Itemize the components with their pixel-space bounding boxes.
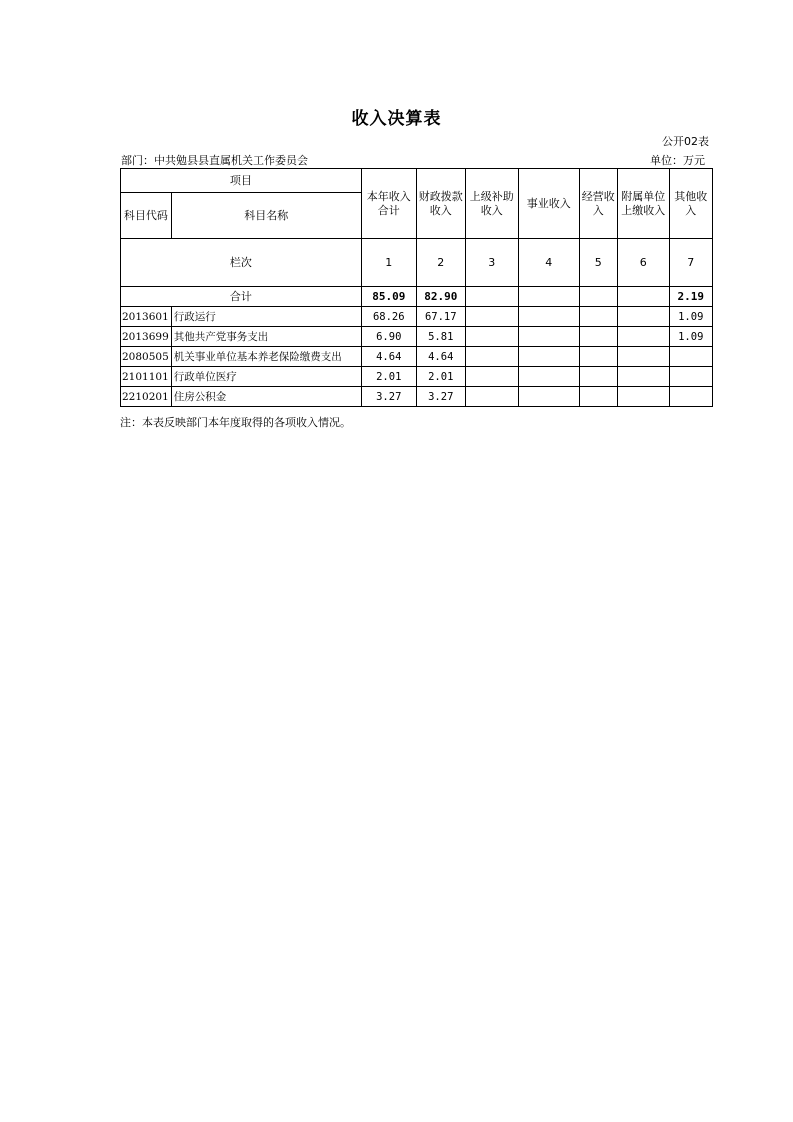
header-col5: 经营收入 — [579, 169, 617, 239]
row-cell — [465, 387, 518, 407]
row-cell — [518, 387, 579, 407]
table-row — [121, 347, 713, 367]
row-cell: 4.64 — [416, 347, 465, 367]
header-code: 科目代码 — [121, 193, 172, 239]
row-cell — [617, 367, 669, 387]
table-row — [121, 367, 713, 387]
row-cell — [465, 347, 518, 367]
row-cell: 3.27 — [361, 387, 416, 407]
row-cell — [617, 387, 669, 407]
header-item: 项目 — [121, 169, 362, 193]
row-name: 行政运行 — [171, 307, 361, 327]
form-number: 公开02表 — [662, 135, 709, 148]
row-code: 2013699 — [121, 327, 172, 347]
row-cell: 2.01 — [416, 367, 465, 387]
table-row — [121, 327, 713, 347]
unit-label: 单位：万元 — [650, 154, 705, 167]
row-cell — [579, 327, 617, 347]
row-cell: 1.09 — [669, 307, 712, 327]
row-cell — [579, 307, 617, 327]
header-col7: 其他收入 — [669, 169, 712, 239]
row-cell: 6.90 — [361, 327, 416, 347]
row-index-cell: 3 — [465, 239, 518, 287]
row-cell — [579, 387, 617, 407]
row-cell: 2.01 — [361, 367, 416, 387]
row-cell: 5.81 — [416, 327, 465, 347]
row-index-cell: 6 — [617, 239, 669, 287]
row-code: 2013601 — [121, 307, 172, 327]
row-index-cell: 1 — [361, 239, 416, 287]
table-row — [121, 387, 713, 407]
row-name: 行政单位医疗 — [171, 367, 361, 387]
total-cell — [579, 287, 617, 307]
row-cell — [579, 347, 617, 367]
row-index-cell: 7 — [669, 239, 712, 287]
total-cell — [518, 287, 579, 307]
row-code: 2080505 — [121, 347, 172, 367]
total-cell: 85.09 — [361, 287, 416, 307]
row-index-cell: 4 — [518, 239, 579, 287]
row-cell — [518, 367, 579, 387]
header-col2: 财政拨款收入 — [416, 169, 465, 239]
row-cell — [617, 307, 669, 327]
header-col4: 事业收入 — [518, 169, 579, 239]
row-cell — [465, 367, 518, 387]
row-cell: 3.27 — [416, 387, 465, 407]
department-label: 部门：中共勉县县直属机关工作委员会 — [121, 154, 308, 167]
row-index-row — [121, 239, 713, 287]
row-code: 2210201 — [121, 387, 172, 407]
total-cell: 2.19 — [669, 287, 712, 307]
income-table — [120, 168, 713, 407]
total-cell — [617, 287, 669, 307]
row-cell: 68.26 — [361, 307, 416, 327]
page-title: 收入决算表 — [351, 109, 442, 129]
row-name: 其他共产党事务支出 — [171, 327, 361, 347]
row-cell: 1.09 — [669, 327, 712, 347]
row-cell: 4.64 — [361, 347, 416, 367]
row-cell — [669, 367, 712, 387]
row-cell — [465, 327, 518, 347]
row-index-cell: 2 — [416, 239, 465, 287]
row-cell — [617, 347, 669, 367]
total-row — [121, 287, 713, 307]
table-note: 注：本表反映部门本年度取得的各项收入情况。 — [120, 416, 351, 429]
header-col1: 本年收入合计 — [361, 169, 416, 239]
header-col6: 附属单位上缴收入 — [617, 169, 669, 239]
row-cell — [518, 347, 579, 367]
row-index-label: 栏次 — [121, 239, 362, 287]
row-code: 2101101 — [121, 367, 172, 387]
row-cell — [465, 307, 518, 327]
total-cell: 82.90 — [416, 287, 465, 307]
total-cell — [465, 287, 518, 307]
row-cell — [669, 387, 712, 407]
row-cell: 67.17 — [416, 307, 465, 327]
table-row — [121, 307, 713, 327]
total-label: 合计 — [121, 287, 362, 307]
row-name: 住房公积金 — [171, 387, 361, 407]
header-name: 科目名称 — [171, 193, 361, 239]
row-cell — [617, 327, 669, 347]
row-index-cell: 5 — [579, 239, 617, 287]
row-cell — [518, 327, 579, 347]
row-cell — [669, 347, 712, 367]
row-cell — [579, 367, 617, 387]
header-col3: 上级补助收入 — [465, 169, 518, 239]
row-cell — [518, 307, 579, 327]
row-name: 机关事业单位基本养老保险缴费支出 — [171, 347, 361, 367]
